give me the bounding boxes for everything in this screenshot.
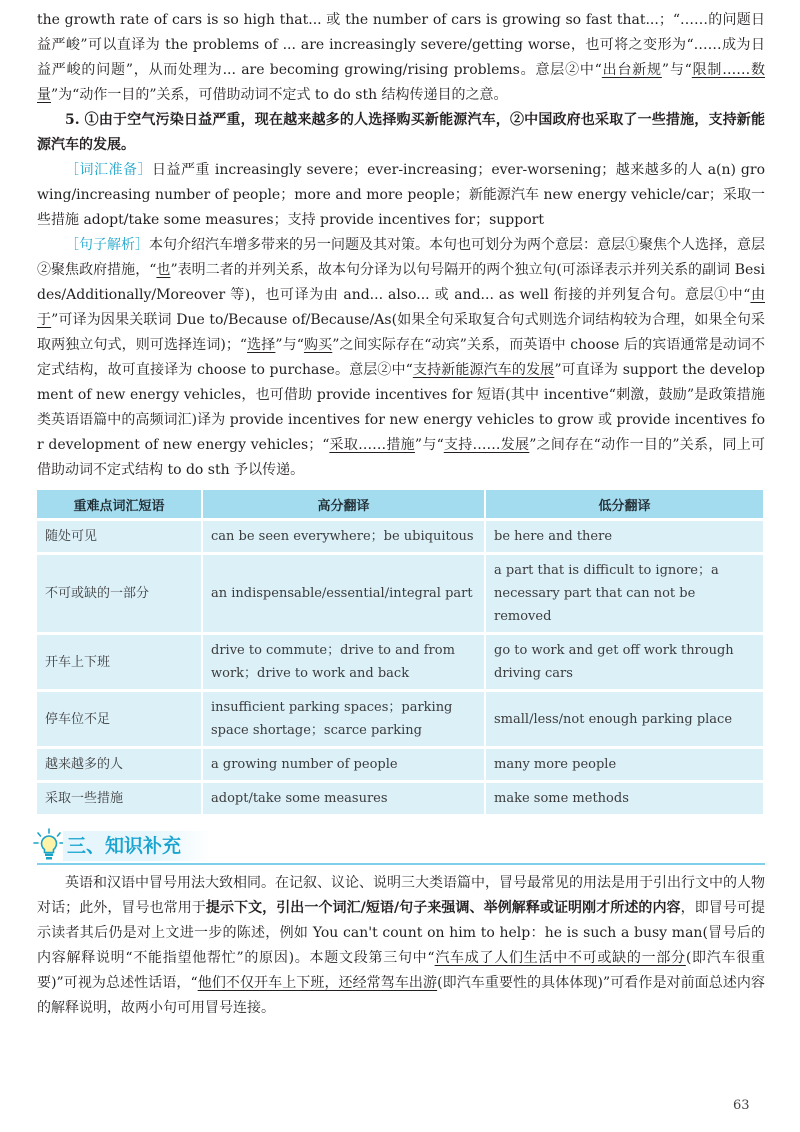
analysis-label: ［句子解析］ — [65, 237, 149, 253]
underlined-phrase: 选择 — [247, 337, 276, 353]
cell-low: go to work and get off work through driving cars — [486, 635, 765, 689]
text: ”为“动作一目的”关系，可借助动词不定式 to do sth 结构传递目的之意。 — [51, 87, 508, 103]
text: (即汽车重要性的具体体现)”可看作是对前面总述内容的解释说明，故两小句可用冒号连接。 — [37, 975, 765, 1016]
text: ”之间存在“动作一目的”关系，同上可借助动词不定式结构 to do sth 予以传递。 — [37, 437, 766, 478]
underlined-phrase: 由于 — [37, 287, 766, 328]
table-row — [37, 521, 765, 552]
text: (即汽车很重要)”可视为总述性话语，“ — [37, 950, 766, 991]
underlined-phrase: 限制……数量 — [37, 62, 766, 103]
underlined-phrase: 也 — [156, 262, 171, 278]
cell-low: be here and there — [486, 521, 765, 552]
supplement-paragraph — [37, 871, 765, 1021]
underlined-phrase: 采取……措施 — [329, 437, 415, 453]
page-content — [37, 8, 765, 1021]
cell-high: insufficient parking spaces；parking space shortage；scarce parking — [203, 692, 486, 746]
cell-low: make some methods — [486, 783, 765, 814]
text: ”与“ — [275, 337, 304, 353]
cell-phrase: 越来越多的人 — [37, 749, 203, 780]
underlined-phrase: 支持新能源汽车的发展 — [412, 362, 555, 378]
vocab-label: ［词汇准备］ — [65, 162, 152, 178]
text: ，即冒号可提示读者其后仍是对上文进一步的陈述，例如 You can't count on him to help：he is such a busy man(冒号后的内容解释说明“不能指望他帮忙”的原因)。本题文段第三句中“ — [37, 900, 766, 966]
text: ”与“ — [414, 437, 444, 453]
table-row — [37, 555, 765, 632]
text: ”可译为因果关联词 Due to/Because of/Because/As(如果全句采取复合句式则选介词结构较为合理，如果全句采取两独立句式，则可选择连词)；“ — [37, 312, 765, 353]
cell-phrase: 开车上下班 — [37, 635, 203, 689]
cell-low: many more people — [486, 749, 765, 780]
cell-high: adopt/take some measures — [203, 783, 486, 814]
table-row — [37, 692, 765, 746]
vocab-text: 日益严重 increasingly severe；ever-increasing；ever-worsening；越来越多的人 a(n) growing/increasing number of people；more and more people；新能源汽车 new energy vehicle/car；采取一些措施 adopt/take some measures；支持 provide incentives for；support — [37, 162, 766, 228]
cell-phrase: 停车位不足 — [37, 692, 203, 746]
page-number: 63 — [733, 1098, 750, 1113]
cell-high: an indispensable/essential/integral part — [203, 555, 486, 632]
cell-phrase: 随处可见 — [37, 521, 203, 552]
header-key-phrase: 重难点词汇短语 — [37, 490, 203, 518]
cell-low: a part that is difficult to ignore；a necessary part that can not be removed — [486, 555, 765, 632]
cell-phrase: 不可或缺的一部分 — [37, 555, 203, 632]
text: the growth rate of cars is so high that... 或 the number of cars is growing so fast that...；“……的问题日益严峻”可以直译为 the problems of ... are increasingly severe/getting worse，也可将之变形为“……成为日益严峻的问题”，从而处理为... are becoming growing/rising problems。意层②中“ — [37, 12, 765, 78]
header-high-score: 高分翻译 — [203, 490, 486, 518]
text: ”之间实际存在“动宾”关系，而英语中 choose 后的宾语通常是动词不定式结构，故可直接译为 choose to purchase。意层②中“ — [37, 337, 766, 378]
underlined-phrase: 购买 — [303, 337, 333, 353]
table-row — [37, 783, 765, 814]
cell-low: small/less/not enough parking place — [486, 692, 765, 746]
text: ”与“ — [661, 62, 692, 78]
sentence-5: 5. ①由于空气污染日益严重，现在越来越多的人选择购买新能源汽车，②中国政府也采取了一些措施，支持新能源汽车的发展。 — [37, 112, 765, 153]
cell-high: can be seen everywhere；be ubiquitous — [203, 521, 486, 552]
section-header — [37, 831, 765, 865]
underlined-phrase: 他们不仅开车上下班，还经常驾车出游 — [197, 975, 438, 991]
underlined-phrase: 汽车成了人们生活中不可或缺的一部分 — [434, 950, 686, 966]
text: 本句介绍汽车增多带来的另一问题及其对策。本句也可划分为两个意层：意层①聚焦个人选择，意层②聚焦政府措施，“ — [37, 237, 765, 278]
bold-phrase: 提示下文，引出一个词汇/短语/句子来强调、举例解释或证明刚才所述的内容 — [205, 900, 681, 916]
table-header-row — [37, 490, 765, 518]
paragraph-continuation — [37, 8, 765, 108]
header-low-score: 低分翻译 — [486, 490, 765, 518]
table-row — [37, 635, 765, 689]
underlined-phrase: 出台新规 — [601, 62, 662, 78]
cell-high: drive to commute；drive to and from work；drive to work and back — [203, 635, 486, 689]
text: ”可直译为 support the development of new energy vehicles，也可借助 provide incentives for 短语(其中 incentive“刺激，鼓励”是政策措施类英语语篇中的高频词汇)译为 provide incentives for new energy vehicles to grow 或 provide incentives for development of new energy vehicles；“ — [37, 362, 766, 453]
cell-phrase: 采取一些措施 — [37, 783, 203, 814]
cell-high: a growing number of people — [203, 749, 486, 780]
section-title: 三、知识补充 — [63, 831, 211, 861]
text: 英语和汉语中冒号用法大致相同。在记叙、议论、说明三大类语篇中，冒号最常见的用法是用于引出行文中的人物对话；此外，冒号也常用于 — [37, 875, 765, 916]
lightbulb-icon — [31, 827, 67, 863]
vocab-paragraph — [37, 158, 765, 233]
vocabulary-table — [37, 487, 765, 817]
underlined-phrase: 支持……发展 — [443, 437, 530, 453]
text: ”表明二者的并列关系，故本句分译为以句号隔开的两个独立句(可添译表示并列关系的副词 Besides/Additionally/Moreover 等)，也可译为由 and... also... 或 and... as well 衔接的并列复合句。意层①中“ — [37, 262, 765, 303]
table-row — [37, 749, 765, 780]
analysis-paragraph — [37, 233, 765, 483]
